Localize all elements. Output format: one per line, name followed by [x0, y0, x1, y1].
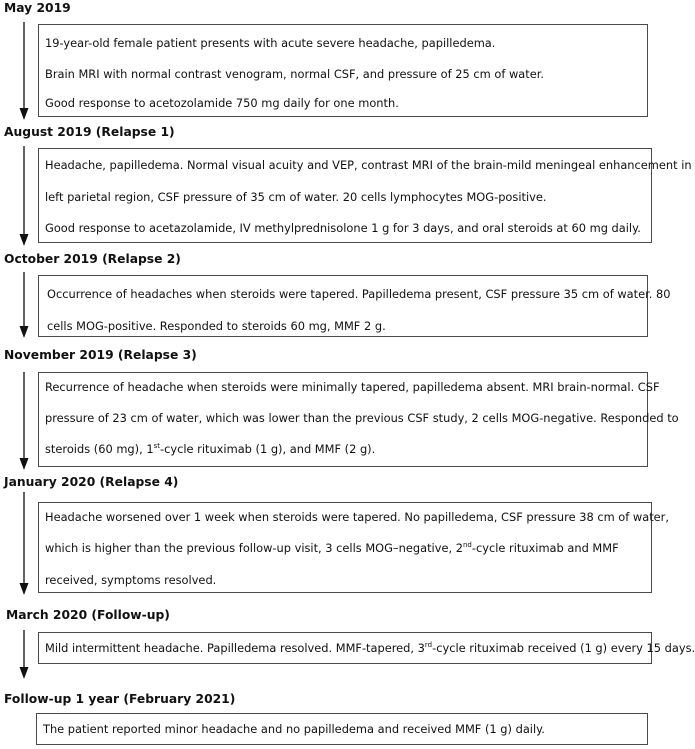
stage-text-line: Occurrence of headaches when steroids were tapered. Papilledema present, CSF pressure 35 cm of water. 80 — [47, 287, 671, 301]
stage-text-line: 19-year-old female patient presents with acute severe headache, papilledema. — [45, 36, 496, 50]
stage-heading-aug-2019: August 2019 (Relapse 1) — [4, 125, 175, 139]
stage-box-oct-2019 — [38, 275, 671, 337]
stage-heading-jan-2020: January 2020 (Relapse 4) — [4, 475, 179, 489]
stage-text-line: left parietal region, CSF pressure of 35 cm of water. 20 cells lymphocytes MOG-positive. — [45, 190, 547, 204]
stage-box-mar-2020 — [38, 632, 695, 664]
arrowhead-oct-2019 — [20, 326, 29, 338]
stage-text-line: Mild intermittent headache. Papilledema resolved. MMF-tapered, 3rd-cycle rituximab received (1 g) every 15 days. — [45, 641, 695, 655]
stage-heading-mar-2020: March 2020 (Follow-up) — [6, 608, 170, 622]
stage-box-aug-2019 — [38, 148, 692, 243]
stage-text-line: Headache worsened over 1 week when steroids were tapered. No papilledema, CSF pressure 38 cm of water, — [45, 510, 669, 524]
stage-text-line: Headache, papilledema. Normal visual acuity and VEP, contrast MRI of the brain-mild meningeal enhancement in — [45, 158, 692, 172]
stage-text-line: Good response to acetazolamide, IV methylprednisolone 1 g for 3 days, and oral steroids at 60 mg daily. — [45, 221, 641, 235]
stage-heading-feb-2021: Follow-up 1 year (February 2021) — [4, 692, 236, 706]
arrowhead-jan-2020 — [20, 583, 29, 595]
stage-box-jan-2020 — [38, 502, 669, 593]
stage-heading-oct-2019: October 2019 (Relapse 2) — [4, 252, 181, 266]
stage-heading-may-2019: May 2019 — [4, 1, 71, 15]
stage-text-line: cells MOG-positive. Responded to steroids 60 mg, MMF 2 g. — [47, 319, 386, 333]
stage-box-feb-2021 — [36, 713, 648, 745]
arrowhead-nov-2019 — [20, 458, 29, 470]
stage-text-line: steroids (60 mg), 1st-cycle rituximab (1 g), and MMF (2 g). — [45, 442, 376, 456]
stage-box-nov-2019 — [38, 372, 679, 467]
stage-text-line: which is higher than the previous follow-up visit, 3 cells MOG–negative, 2nd-cycle rituximab and MMF — [45, 541, 619, 555]
arrowhead-mar-2020 — [20, 667, 29, 679]
arrowhead-may-2019 — [20, 108, 29, 120]
stage-text-line: pressure of 23 cm of water, which was lower than the previous CSF study, 2 cells MOG-negative. Responded to — [45, 411, 679, 425]
arrowhead-aug-2019 — [20, 234, 29, 246]
stage-text-line: received, symptoms resolved. — [45, 573, 217, 587]
stage-text-line: Brain MRI with normal contrast venogram, normal CSF, and pressure of 25 cm of water. — [45, 67, 544, 81]
stage-text-line: Recurrence of headache when steroids were minimally tapered, papilledema absent. MRI brain-normal. CSF — [45, 380, 660, 394]
stage-box-may-2019 — [38, 24, 648, 117]
stage-text-line: Good response to acetozolamide 750 mg daily for one month. — [45, 96, 399, 110]
stage-heading-nov-2019: November 2019 (Relapse 3) — [4, 348, 197, 362]
stage-text-line: The patient reported minor headache and no papilledema and received MMF (1 g) daily. — [43, 722, 545, 736]
